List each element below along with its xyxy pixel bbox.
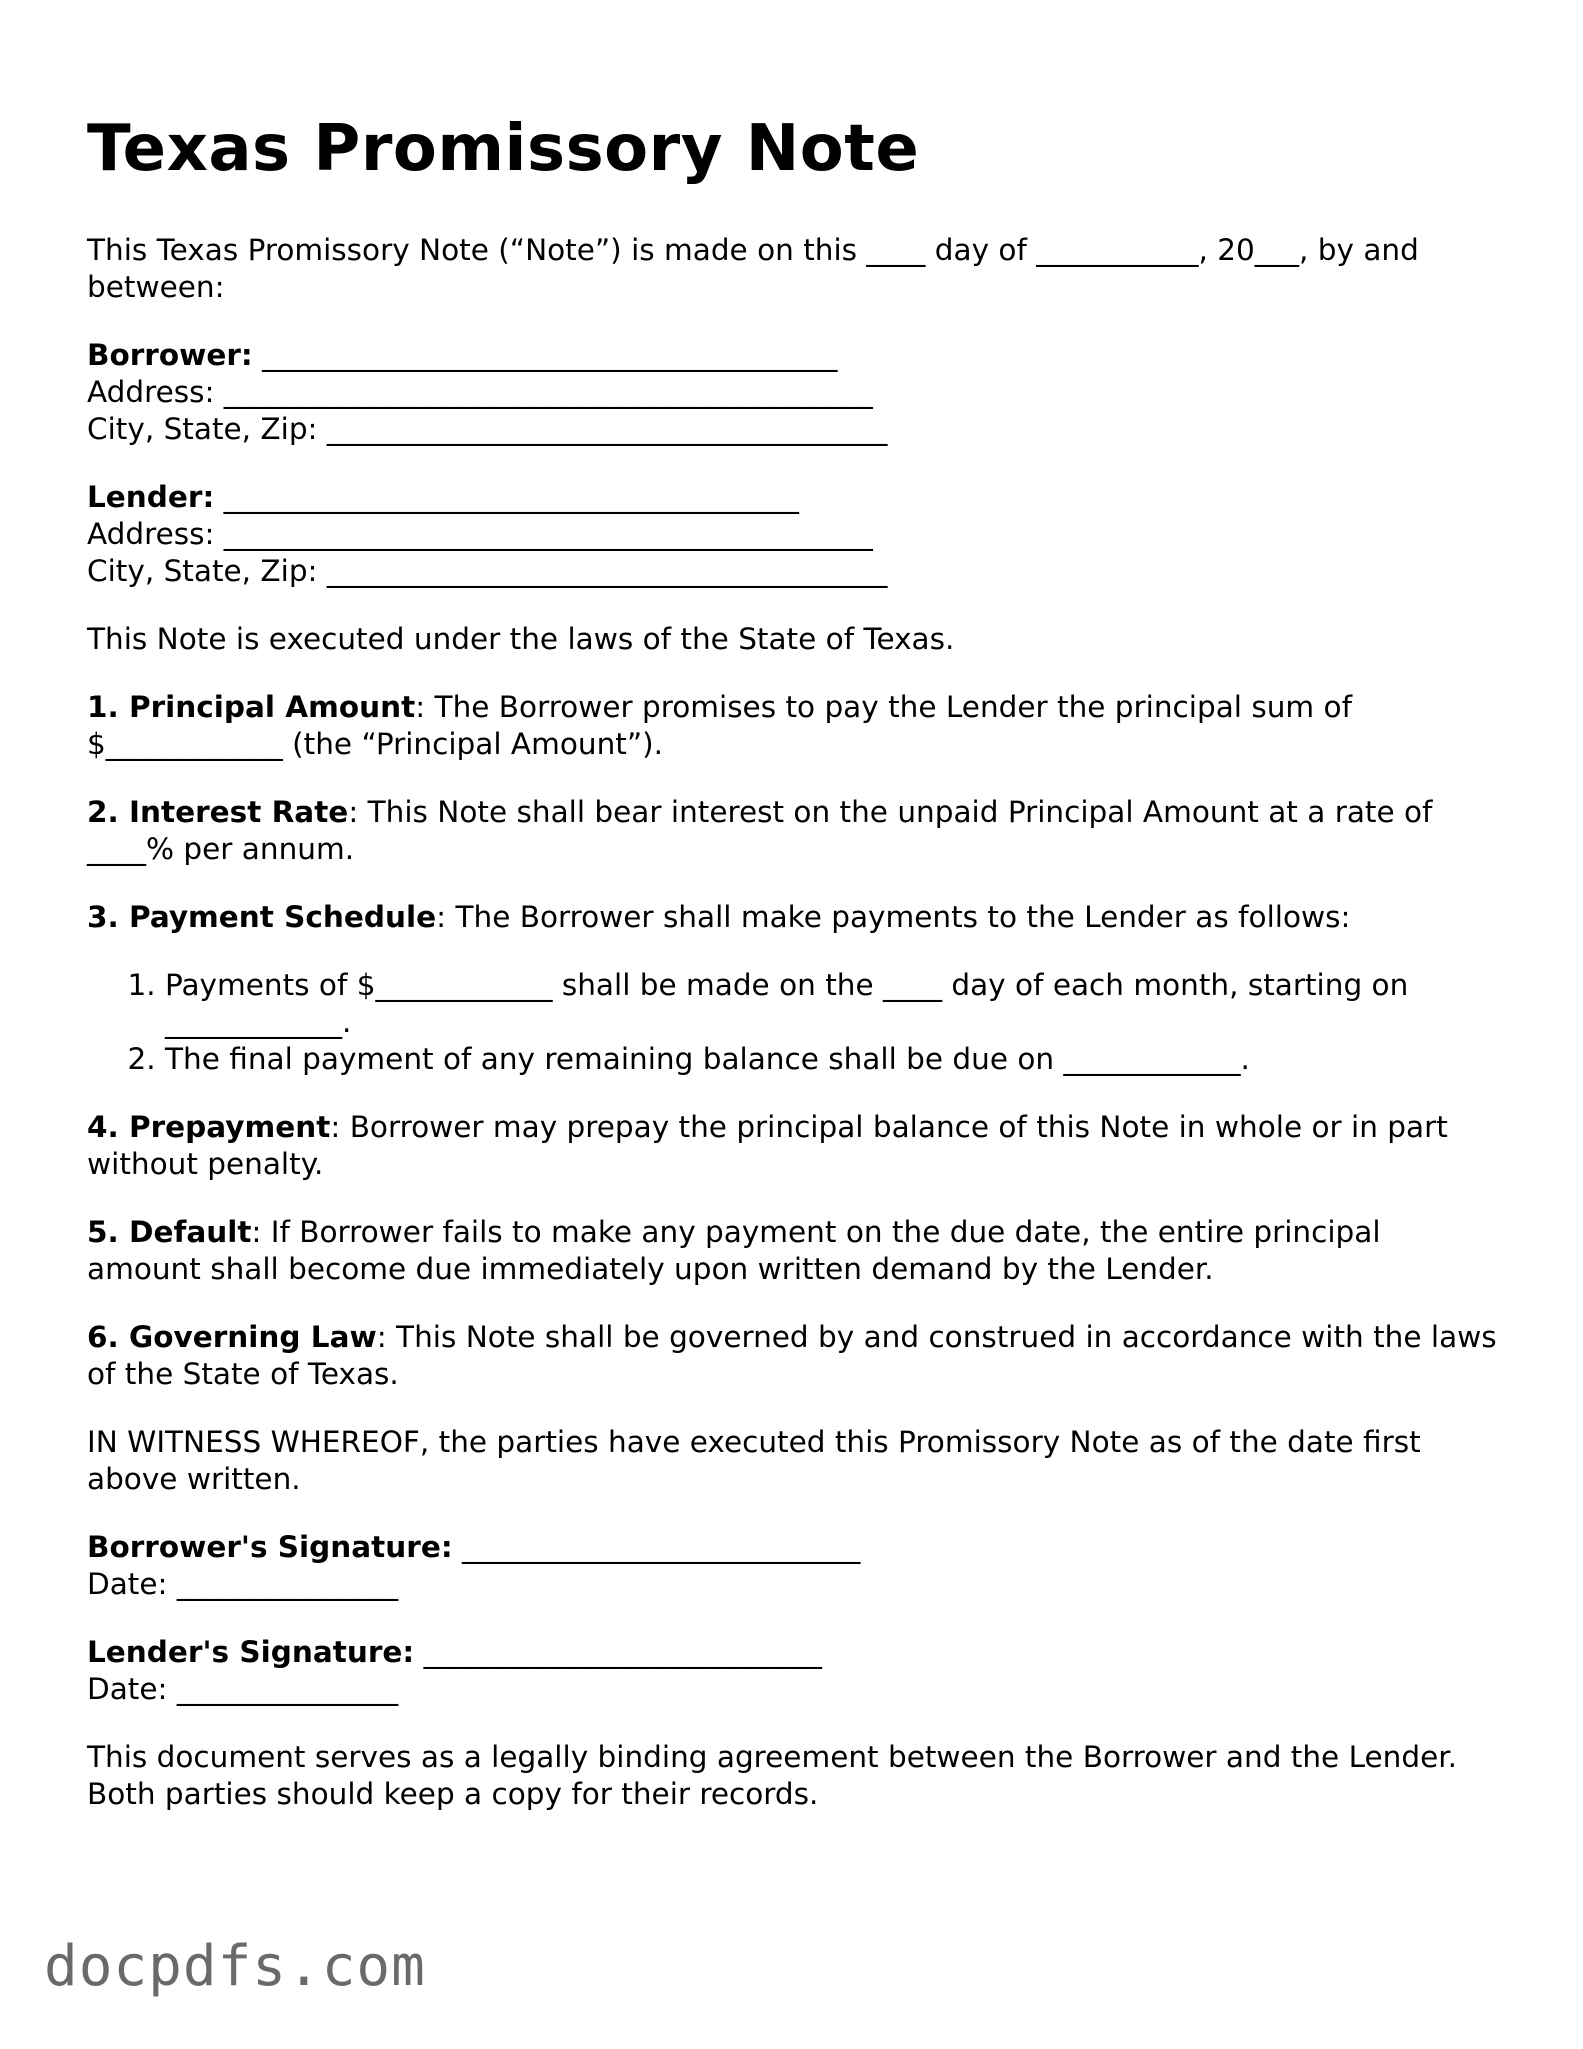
borrower-name-blank: _______________________________________: [252, 338, 838, 372]
borrower-block: [87, 337, 1497, 448]
intro-paragraph: This Texas Promissory Note (“Note”) is made on this ____ day of ___________, 20___, by and between:: [87, 233, 1419, 304]
section-text: : Borrower may prepay the principal balance of this Note in whole or in part without penalty.: [87, 1110, 1448, 1181]
lender-city-line: City, State, Zip: ______________________________________: [87, 554, 888, 588]
section-text: : If Borrower fails to make any payment on the due date, the entire principal amount shall become due immediately upon written demand by the Lender.: [87, 1215, 1381, 1286]
executed-paragraph: This Note is executed under the laws of the State of Texas.: [87, 622, 955, 656]
lender-signature-block: [87, 1634, 1497, 1708]
section-heading: 3. Payment Schedule: [87, 900, 437, 934]
section-governing-law: [87, 1319, 1497, 1393]
section-heading: 6. Governing Law: [87, 1320, 377, 1354]
payment-schedule-list: [87, 967, 1497, 1078]
lender-name-line: [87, 479, 1497, 516]
document-page: [87, 110, 1497, 1844]
lender-label: Lender:: [87, 480, 215, 514]
section-heading: 4. Prepayment: [87, 1110, 331, 1144]
document-title: Texas Promissory Note: [87, 112, 920, 186]
list-item: 2. The final payment of any remaining balance shall be due on ____________.: [165, 1041, 1497, 1078]
section-text: : This Note shall be governed by and construed in accordance with the laws of the State of Texas.: [87, 1320, 1497, 1391]
borrower-address-line: Address: ____________________________________________: [87, 375, 873, 409]
section-heading: 2. Interest Rate: [87, 795, 349, 829]
lender-signature-line: [87, 1634, 1497, 1671]
lender-name-blank: _______________________________________: [214, 480, 799, 514]
section-text: : The Borrower shall make payments to the Lender as follows:: [436, 900, 1351, 934]
list-item: 1. Payments of $____________ shall be made on the ____ day of each month, starting on ____________.: [165, 967, 1497, 1041]
lender-block: [87, 479, 1497, 590]
borrower-signature-date: Date: _______________: [87, 1567, 399, 1601]
section-payment-schedule: [87, 899, 1497, 936]
borrower-signature-block: [87, 1529, 1497, 1603]
section-heading: 1. Principal Amount: [87, 690, 416, 724]
section-principal-amount: [87, 689, 1497, 763]
lender-address-line: Address: ____________________________________________: [87, 517, 873, 551]
lender-signature-date: Date: _______________: [87, 1672, 399, 1706]
borrower-name-line: [87, 337, 1497, 374]
section-prepayment: [87, 1109, 1497, 1183]
borrower-signature-line: [87, 1529, 1497, 1566]
section-text: : This Note shall bear interest on the unpaid Principal Amount at a rate of ____% per annum.: [87, 795, 1433, 866]
section-interest-rate: [87, 794, 1497, 868]
borrower-signature-label: Borrower's Signature:: [87, 1530, 453, 1564]
lender-signature-blank: ___________________________: [414, 1635, 822, 1669]
borrower-signature-blank: ___________________________: [452, 1530, 861, 1564]
watermark-text: docpdfs.com: [44, 1934, 426, 1999]
borrower-label: Borrower:: [87, 338, 253, 372]
closing-paragraph: This document serves as a legally binding agreement between the Borrower and the Lender. Both parties should keep a copy for their records.: [87, 1740, 1458, 1811]
lender-signature-label: Lender's Signature:: [87, 1635, 415, 1669]
witness-paragraph: IN WITNESS WHEREOF, the parties have executed this Promissory Note as of the date first above written.: [87, 1425, 1421, 1496]
section-text: : The Borrower promises to pay the Lender the principal sum of $____________ (the “Principal Amount”).: [87, 690, 1352, 761]
borrower-city-line: City, State, Zip: ______________________________________: [87, 412, 888, 446]
section-default: [87, 1214, 1497, 1288]
section-heading: 5. Default: [87, 1215, 252, 1249]
